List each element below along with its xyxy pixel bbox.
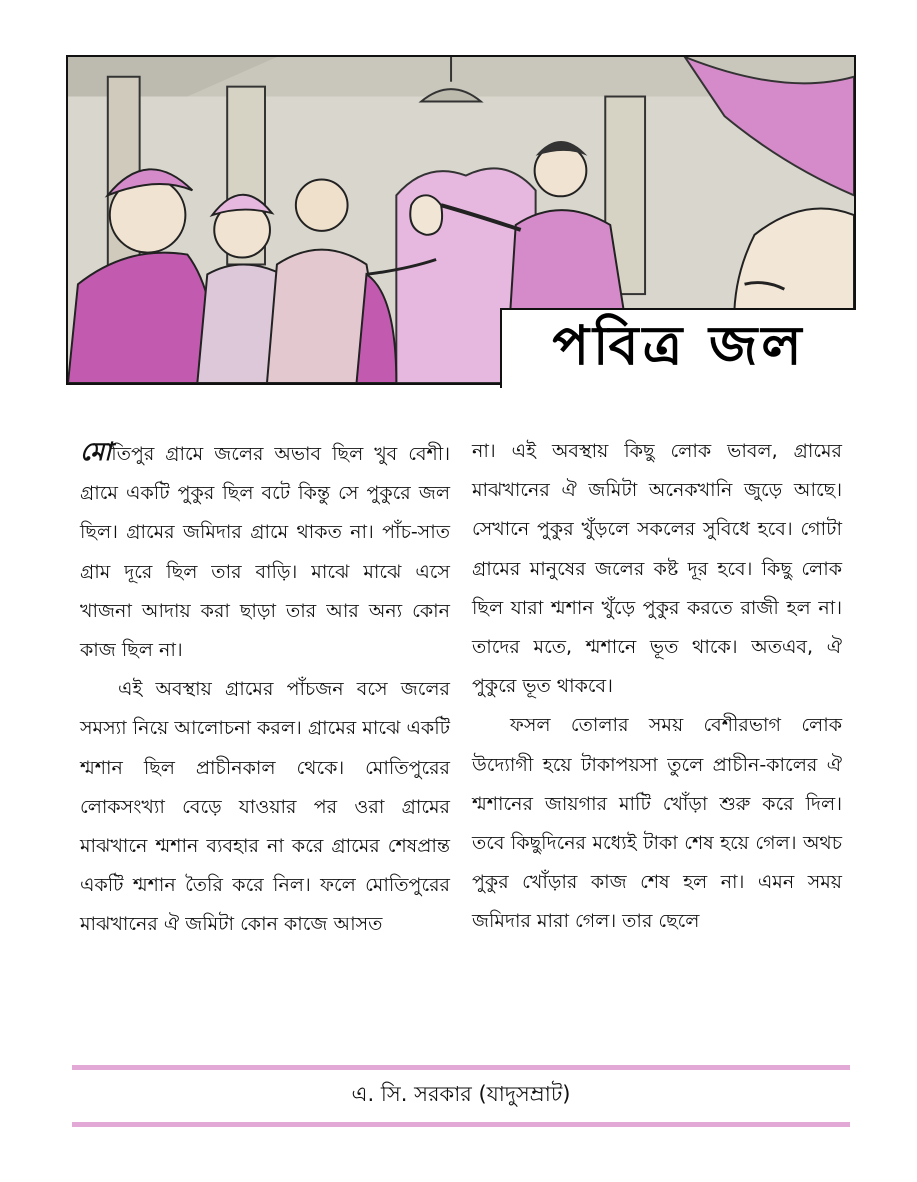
right-paragraph-1: না। এই অবস্থায় কিছু লোক ভাবল, গ্রামের মাঝখানের ঐ জমিটা অনেকখানি জুড়ে আছে। সেখানে পুকুর খুঁড়লে সকলের সুবিধে হবে। গোটা গ্রামের মানুষের জলের কষ্ট দূর হবে। কিছু লোক ছিল যারা শ্মশান খুঁড়ে পুকুর করতে রাজী হল না। তাদের মতে, শ্মশানে ভূত থাকে। অতএব, ঐ পুকুরে ভূত থাকবে। [472,440,842,698]
left-column [80,432,450,945]
drop-cap: মো [80,437,112,466]
right-column [472,432,842,942]
author-byline: এ. সি. সরকার (যাদুসম্রাট) [351,1082,571,1106]
left-paragraph-2: এই অবস্থায় গ্রামের পাঁচজন বসে জলের সমস্যা নিয়ে আলোচনা করল। গ্রামের মাঝে একটি শ্মশান ছিল প্রাচীনকাল থেকে। মোতিপুরের লোকসংখ্যা বেড়ে যাওয়ার পর ওরা গ্রামের মাঝখানে শ্মশান ব্যবহার না করে গ্রামের শেষপ্রান্ত একটি শ্মশান তৈরি করে নিল। ফলে মোতিপুরের মাঝখানের ঐ জমিটা কোন কাজে আসত [80,678,450,936]
right-paragraph-2: ফসল তোলার সময় বেশীরভাগ লোক উদ্যোগী হয়ে টাকাপয়সা তুলে প্রাচীন-কালের ঐ শ্মশানের জায়গার মাটি খোঁড়া শুরু করে দিল। তবে কিছুদিনের মধ্যেই টাকা শেষ হয়ে গেল। অথচ পুকুর খোঁড়ার কাজ শেষ হল না। এমন সময় জমিদার মারা গেল। তার ছেলে [472,714,842,933]
left-paragraph-1 [80,432,450,670]
left-paragraph-1-text: তিপুর গ্রামে জলের অভাব ছিল খুব বেশী। গ্রামে একটি পুকুর ছিল বটে কিন্তু সে পুকুরে জল ছিল। গ্রামের জমিদার গ্রামে থাকত না। পাঁচ-সাত গ্রাম দূরে ছিল তার বাড়ি। মাঝে মাঝে এসে খাজনা আদায় করা ছাড়া তার আর অন্য কোন কাজ ছিল না। [80,443,450,662]
bottom-divider [72,1122,850,1127]
story-title: পবিত্র জল [552,313,806,377]
title-box [500,308,856,388]
top-divider [72,1065,850,1070]
